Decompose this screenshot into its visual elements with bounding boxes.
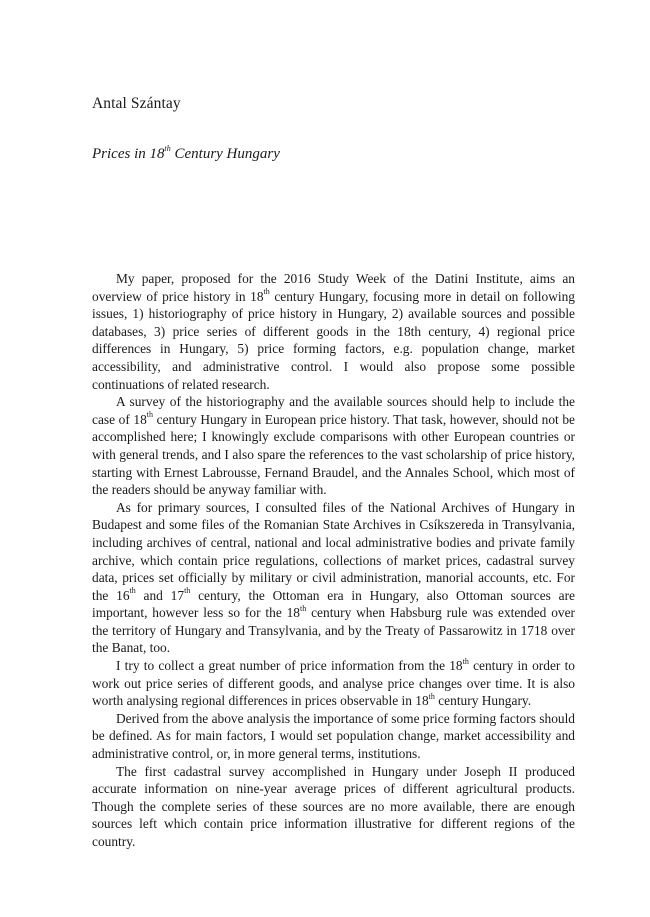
paragraph-text: My paper, proposed for the 2016 Study Week of the Datini Institute, aims an overview of price history in 18 <box>92 271 575 304</box>
author-name: Antal Szántay <box>92 95 181 112</box>
paragraph-text: As for primary sources, I consulted files of the National Archives of Hungary in Budapest and some files of the Romanian State Archives in Csíkszereda in Transylvania, including archives of central, national and local administrative bodies and private family archive, which contain price regulations, collections of market prices, cadastral survey data, prices set officially by military or civil administration, manorial accounts, etc. For the 16 <box>92 499 575 603</box>
paragraph-text: century when Habsburg rule was extended over the territory of Hungary and Transylvania, and by the Treaty of Passarowitz in 1718 over the Banat, too. <box>92 605 575 656</box>
paragraph-text: A survey of the historiography and the available sources should help to include the case of 18 <box>92 394 575 427</box>
paragraph-6: The first cadastral survey accomplished in Hungary under Joseph II produced accurate information on nine-year average prices of different agricultural products. Though the complete series of these sources are no more available, there are enough sources left which contain price information illustrative for different regions of the country. <box>92 763 575 849</box>
paragraph-text: I try to collect a great number of price information from the 18 <box>116 658 463 674</box>
paragraph-3 <box>92 499 575 657</box>
superscript: th <box>129 586 136 596</box>
superscript: th <box>462 656 469 666</box>
paragraph-5: Derived from the above analysis the importance of some price forming factors should be defined. As for main factors, I would set population change, market accessibility and administrative control, or, in more general terms, institutions. <box>92 710 575 762</box>
title-text-start: Prices in 18 <box>92 146 165 162</box>
paragraph-2 <box>92 393 575 499</box>
superscript: th <box>263 287 270 297</box>
superscript: th <box>428 691 435 701</box>
paragraph-text: century Hungary in European price history. That task, however, should not be accomplished here; I knowingly exclude comparisons with other European countries or with general trends, and I also spare the references to the vast scholarship of price history, starting with Ernest Labrousse, Fernand Braudel, and the Annales School, which most of the readers should be anyway familiar with. <box>92 411 575 498</box>
superscript: th <box>300 603 307 613</box>
paragraph-1 <box>92 270 575 393</box>
title-superscript: th <box>164 144 171 153</box>
paragraph-text: century Hungary. <box>434 693 532 709</box>
paragraph-text: and 17 <box>135 587 185 603</box>
superscript: th <box>146 410 154 420</box>
paragraph-text: century Hungary, focusing more in detail on following issues, 1) historiography of price history in Hungary, 2) available sources and possible databases, 3) price series of different goods in the 18th century, 4) regional price differences in Hungary, 5) price forming factors, e.g. population change, market accessibility, and administrative control. I would also propose some possible continuations of related research. <box>92 288 575 392</box>
title-text-end: Century Hungary <box>170 146 280 162</box>
paragraph-4 <box>92 657 575 710</box>
article-body <box>92 270 575 851</box>
superscript: th <box>184 586 191 596</box>
paragraph-text: century, the Ottoman era in Hungary, also Ottoman sources are important, however less so for the 18 <box>92 587 575 621</box>
paragraph-text: century in order to work out price series of different goods, and analyse price changes over time. It is also worth analysing regional differences in prices observable in 18 <box>92 658 575 709</box>
article-title <box>92 146 280 163</box>
